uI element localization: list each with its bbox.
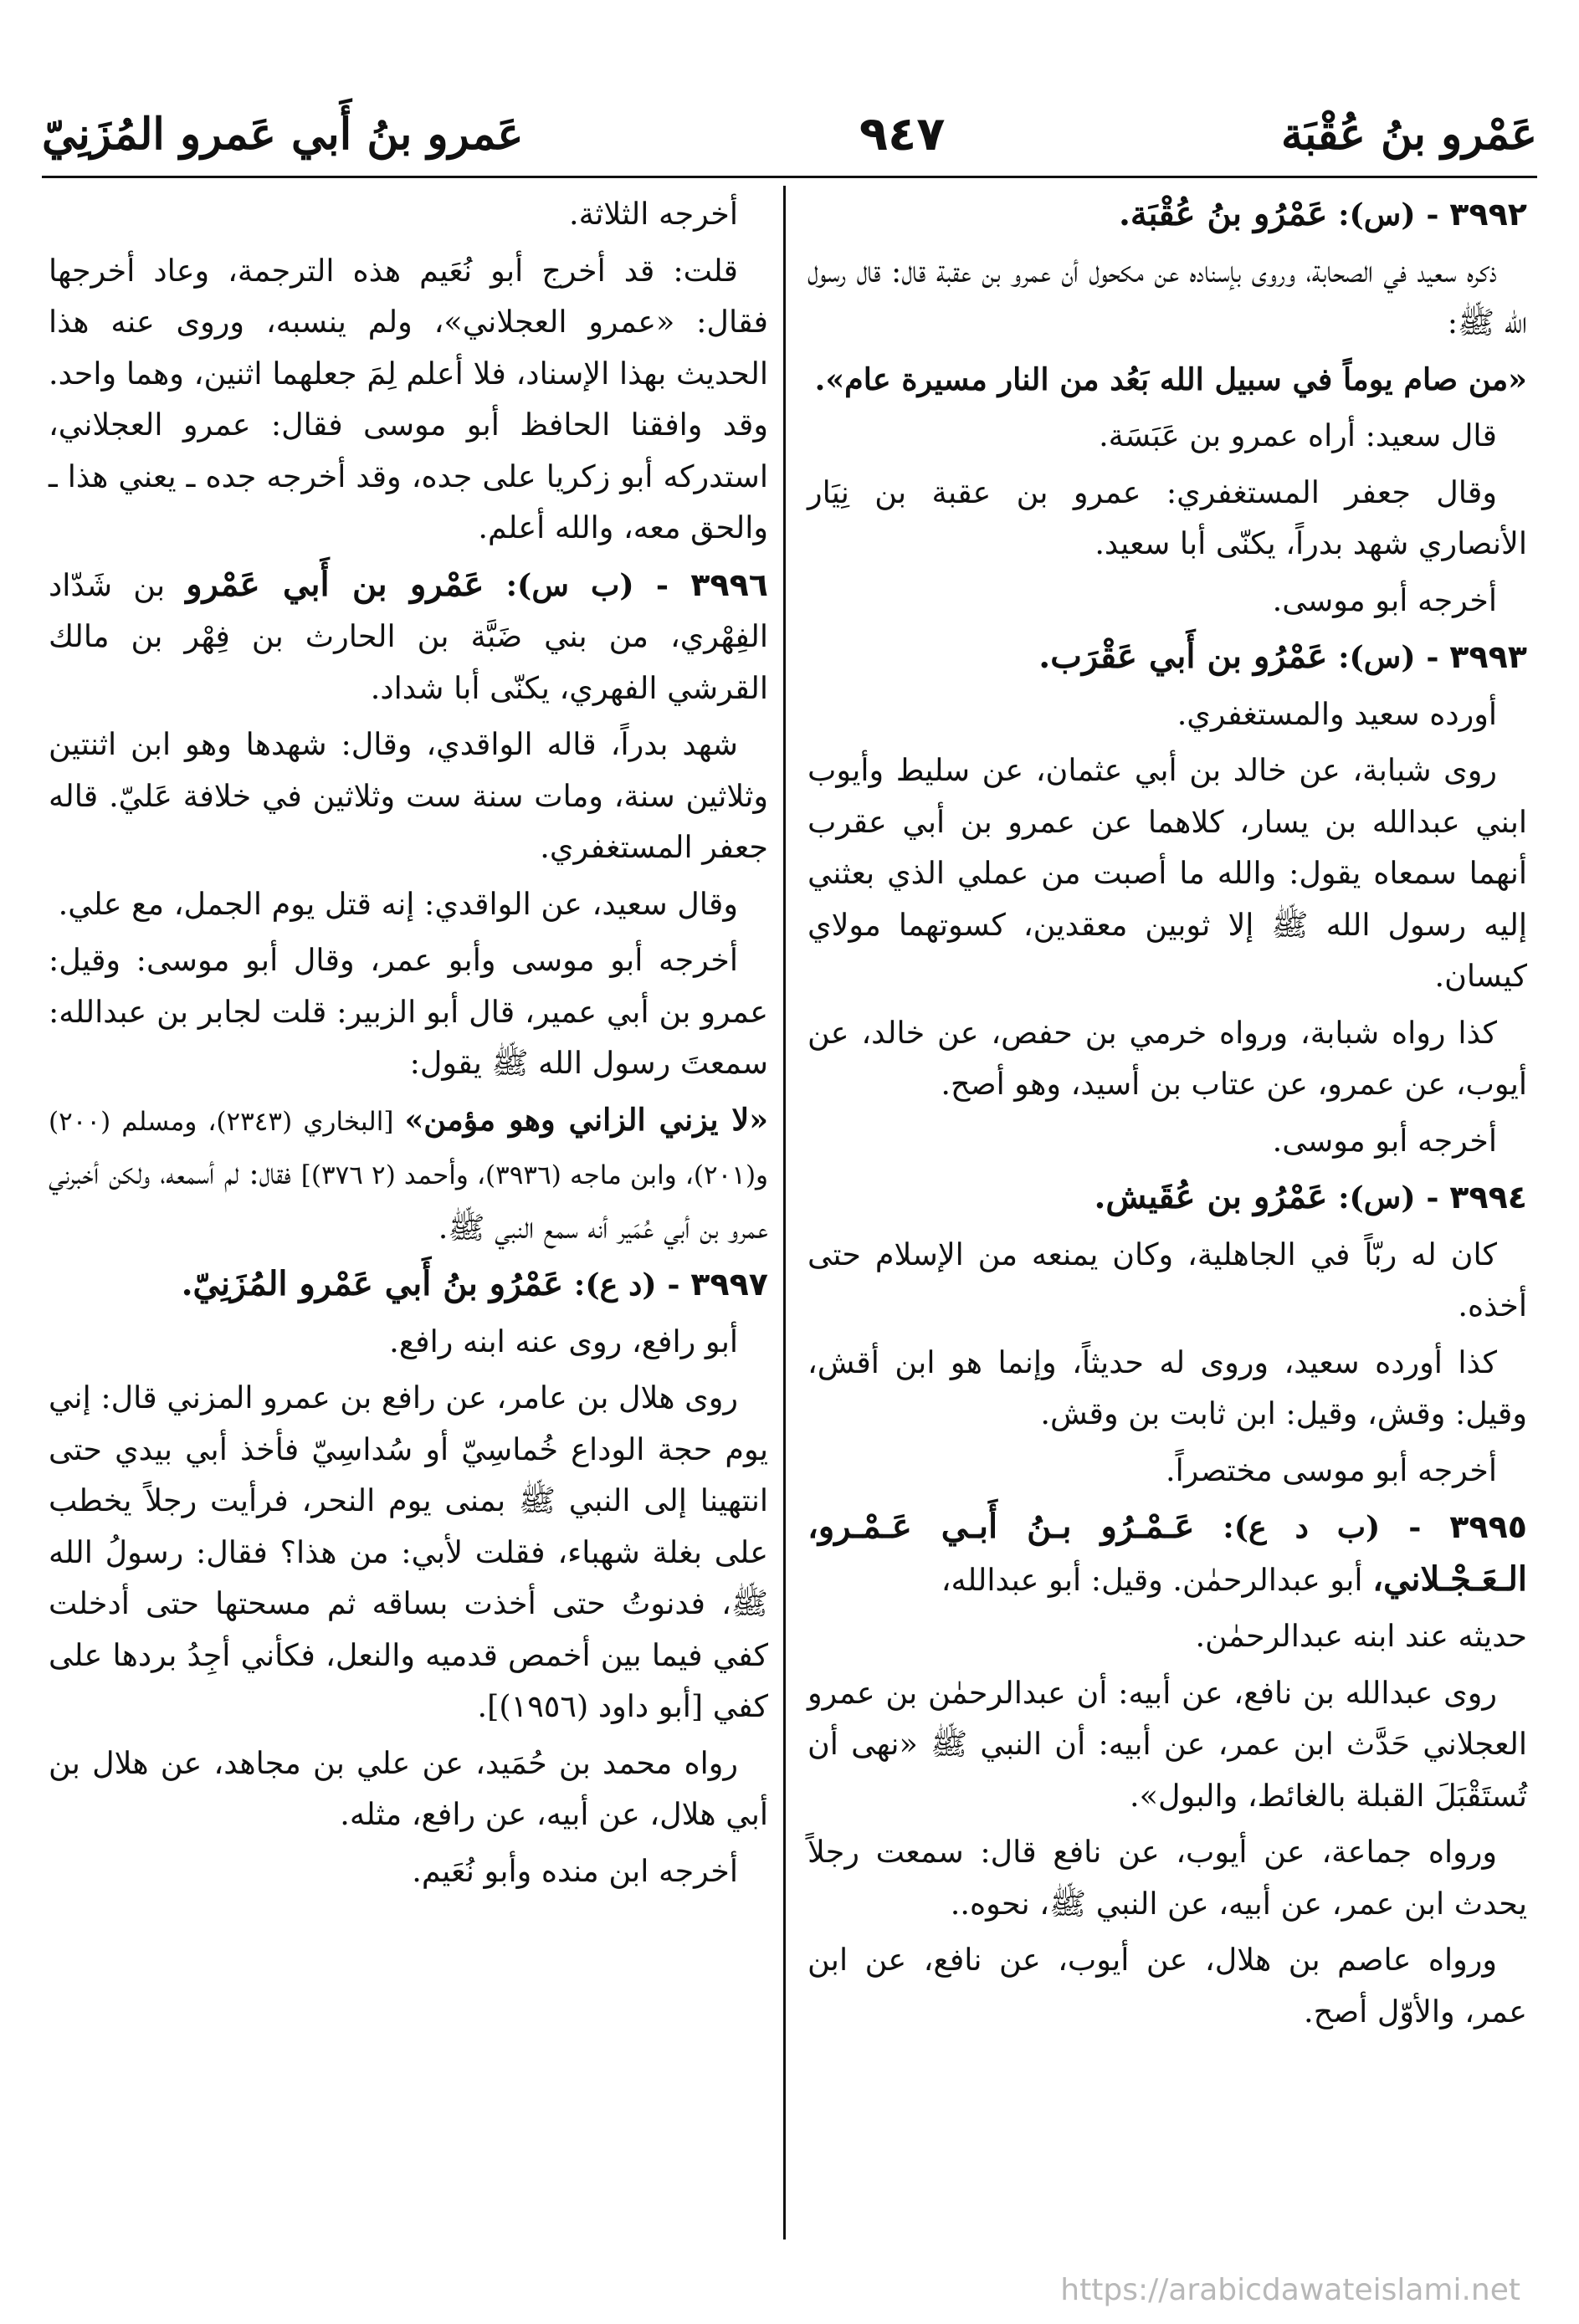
entry-name: عَمْرُو بنُ عُقْبَة. [1118,194,1328,233]
entry-number: ٣٩٩٢ [1449,196,1527,233]
paragraph: ورواه عاصم بن هلال، عن أيوب، عن نافع، عن ابن عمر، والأوّل أصح. [807,1942,1527,2030]
entry-sigla: (ب س): [505,566,634,603]
paragraph: أورده سعيد والمستغفري. [1177,695,1497,732]
hadith-reference: [البخاري (٢٣٤٣)، ومسلم (٢٠٠) و(٢٠١)، وابن ماجه (٣٩٣٦)، وأحمد (٢ ٣٧٦)] [49,1106,769,1190]
entry-number: ٣٩٩٧ [690,1266,768,1303]
entry-paragraph [807,1501,1527,1605]
page-number: ٩٤٧ [859,106,946,161]
entry-name: عَمْرُو بن عُقَيش. [1094,1177,1328,1216]
entry-sigla: (س): [1338,197,1416,233]
entry-number: ٣٩٩٤ [1449,1179,1527,1216]
paragraph: حديثه عند ابنه عبدالرحمٰن. [1195,1618,1527,1654]
watermark-url: https://arabicdawateislami.net [1060,2273,1520,2307]
paragraph: أخرجه أبو موسى. [1272,1122,1497,1159]
entry-name: عَمْرُو بن أَبي عَقْرَب. [1038,637,1328,676]
entry-heading: ٣٩٩٥ - (ب د ع): عَـمْـرُو بـنُ أَبـي عَـمْـرو، الـعَـجْـلاني، [807,1507,1527,1599]
entry-text: أبو عبدالرحمٰن. وقيل: أبو عبدالله، [941,1561,1373,1598]
entry-paragraph [49,1258,768,1311]
entry-number: ٣٩٩٥ [1449,1508,1527,1545]
paragraph: ذكره سعيد في الصحابة، وروى بإسناده عن مكحول أن عمرو بن عقبة قال: قال رسول الله ﷺ: [807,253,1527,340]
entry-sigla: (ب د ع): [1223,1509,1381,1545]
paragraph: ورواه جماعة، عن أيوب، عن نافع قال: سمعت رجلاً يحدث ابن عمر، عن أبيه، عن النبي ﷺ، نحوه.. [807,1834,1527,1922]
paragraph: قلت: قد أخرج أبو نُعَيم هذه الترجمة، وعاد أخرجها فقال: «عمرو العجلاني»، ولم ينسبه، وروى عنه هذا الحديث بهذا الإسناد، فلا أعلم لِمَ جعلهما اثنين، وهما واحد. وقد وافقنا الحافظ أبو موسى فقال: عمرو العجلاني، استدركه أبو زكريا على جده، وقد أخرجه جده ـ يعني هذا ـ والحق معه، والله أعلم. [49,252,768,545]
left-column [49,188,768,1902]
paragraph: أخرجه ابن منده وأبو نُعَيم. [412,1852,738,1889]
paragraph: كان له ربّاً في الجاهلية، وكان يمنعه من الإسلام حتى أخذه. [807,1236,1527,1323]
running-title-left: عَمرو بنُ أَبي عَمرو المُزَنِيّ [42,108,524,160]
entry-heading: ٣٩٩٧ - (د ع): عَمْرُو بنُ أَبي عَمْرو المُزَنِيّ. [181,1264,768,1303]
paragraph: أخرجه أبو موسى. [1272,581,1497,618]
paragraph: روى هلال بن عامر، عن رافع بن عمرو المزني قال: إني يوم حجة الوداع خُماسِيّ أو سُداسِيّ فأخذ أبي بيدي حتى انتهينا إلى النبي ﷺ بمنى يوم النحر، فرأيت رجلاً يخطب على بغلة شهباء، فقلت لأبي: من هذا؟ فقال: رسولُ الله ﷺ، فدنوتُ حتى أخذت بساقه ثم مسحتها حتى أدخلت كفي فيما بين أخمص قدميه والنعل، فكأني أجِدُ بردها على كفي [أبو داود (١٩٥٦)]. [49,1380,768,1724]
paragraph-text: فقال: لم أسمعه، ولكن أخبرني عمرو بن أبي عُمَير أنه سمع النبي ﷺ. [49,1155,768,1246]
paragraph: أخرجه أبو موسى مختصراً. [1165,1451,1497,1488]
entry-paragraph [807,631,1527,683]
entry-number: ٣٩٩٣ [1449,638,1527,675]
running-title-right: عَمْرو بنُ عُقْبَة [1280,108,1537,160]
paragraph: وقال جعفر المستغفري: عمرو بن عقبة بن نِيَار الأنصاري شهد بدراً، يكنّى أبا سعيد. [807,474,1527,561]
hadith-paragraph [49,1094,768,1254]
entry-number: ٣٩٩٦ [690,566,768,603]
paragraph: أخرجه الثلاثة. [569,196,738,232]
entry-name: عَمْرُو بنُ أَبي عَمْرو المُزَنِيّ. [181,1264,564,1303]
page-header [42,92,1537,178]
entry-sigla: (د ع): [573,1267,657,1303]
entry-paragraph [49,559,768,714]
paragraph: رواه محمد بن حُمَيد، عن علي بن مجاهد، عن هلال بن أبي هلال، عن أبيه، عن رافع، مثله. [49,1744,768,1832]
entry-name: عَمْرو بن أَبي عَمْرو [186,564,484,604]
entry-name: عَـمْـرُو بـنُ أَبـي عَـمْـرو، الـعَـجْـلاني، [807,1507,1527,1599]
hadith-text: «من صام يوماً في سبيل الله بَعُد من النار مسيرة عام». [814,361,1527,397]
paragraph: روى عبدالله بن نافع، عن أبيه: أن عبدالرحمٰن بن عمرو العجلاني حَدَّث ابن عمر، عن أبيه: أن النبي ﷺ «نهى أن تُستَقْبَلَ القبلة بالغائط، والبول». [807,1674,1527,1814]
entry-heading: ٣٩٩٢ - (س): عَمْرُو بنُ عُقْبَة. [1118,194,1527,233]
paragraph: شهد بدراً، قاله الواقدي، وقال: شهدها وهو ابن اثنتين وثلاثين سنة، ومات سنة ست وثلاثين في خلافة عَليّ. قاله جعفر المستغفري. [49,726,768,865]
entry-heading: ٣٩٩٦ - (ب س): عَمْرو بن أَبي عَمْرو [186,564,768,604]
paragraph: أخرجه أبو موسى وأبو عمر، وقال أبو موسى: وقيل: عمرو بن أبي عمير، قال أبو الزبير: قلت لجابر بن عبدالله: سمعتَ رسول الله ﷺ يقول: [49,942,768,1081]
column-divider [783,186,786,2240]
paragraph: أبو رافع، روى عنه ابنه رافع. [389,1323,738,1359]
entry-sigla: (س): [1338,1180,1416,1216]
hadith-text: «لا يزني الزاني وهو مؤمن» [404,1101,769,1138]
right-column [807,188,1527,2042]
paragraph: روى شبابة، عن خالد بن أبي عثمان، عن سليط وأيوب ابني عبدالله بن يسار، كلاهما عن عمرو بن أبي عقرب أنهما سمعاه يقول: والله ما أصبت من عملي الذي بعثني إليه رسول الله ﷺ إلا ثوبين معقدين، كسوتهما مولاي كيسان. [807,752,1527,994]
entry-heading: ٣٩٩٤ - (س): عَمْرُو بن عُقَيش. [1094,1177,1527,1216]
paragraph: كذا رواه شبابة، ورواه خرمي بن حفص، عن خالد، عن أيوب، عن عمرو، عن عتاب بن أسيد، وهو أصح. [807,1014,1527,1102]
entry-sigla: (س): [1338,639,1416,675]
paragraph: قال سعيد: أراه عمرو بن عَبَسَة. [1099,417,1497,453]
entry-heading: ٣٩٩٣ - (س): عَمْرُو بن أَبي عَقْرَب. [1038,637,1527,676]
entry-paragraph [807,188,1527,241]
entry-text: بن شَدّاد الفِهْري، من بني ضَبَّة بن الحارث بن فِهْر بن مالك القرشي الفهري، يكنّى أبا شداد. [49,566,768,706]
paragraph: وقال سعيد، عن الواقدي: إنه قتل يوم الجمل، مع علي. [58,885,738,922]
entry-paragraph [807,1171,1527,1224]
paragraph: كذا أورده سعيد، وروى له حديثاً، وإنما هو ابن أقش، وقيل: وقش، وقيل: ابن ثابت بن وقش. [807,1344,1527,1431]
